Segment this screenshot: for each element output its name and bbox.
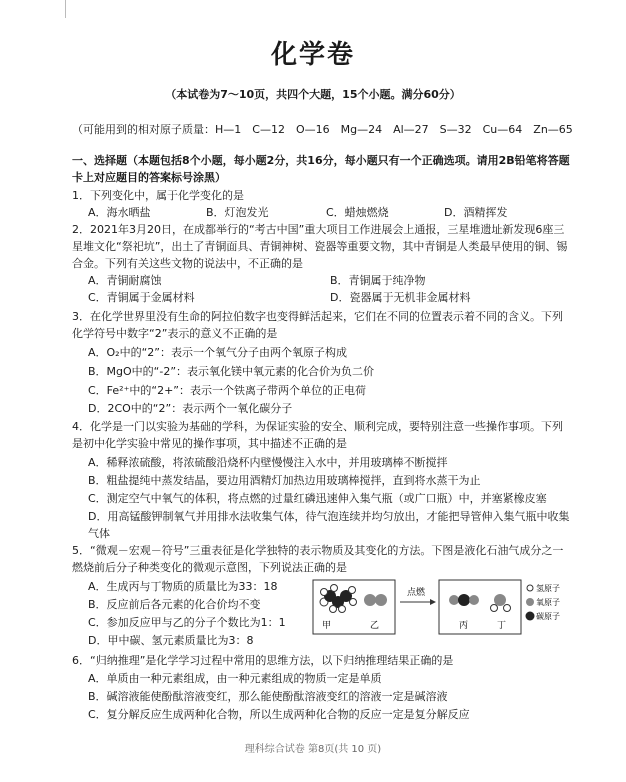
option: B．青铜属于纯净物 [330, 274, 426, 287]
label-jia: 甲 [322, 621, 332, 631]
question-1-stem: 1．下列变化中，属于化学变化的是 [72, 189, 244, 202]
legend-oxygen-icon [526, 598, 534, 606]
page-corner-mark [65, 0, 66, 18]
section-heading: 一、选择题（本题包括8个小题，每小题2分，共16分，每小题只有一个正确选项。请用2B铅笔将答题卡上对应题目的答案标号涂黑） [72, 154, 570, 184]
label-bing: 丙 [459, 621, 469, 631]
option: D．用高锰酸钾制氧气并用排水法收集气体，待气泡连续并均匀放出，才能把导管伸入集气瓶中收集气体 [88, 510, 570, 540]
option: A．稀释浓硫酸，将浓硫酸沿烧杯内壁慢慢注入水中，并用玻璃棒不断搅拌 [88, 456, 448, 469]
option: B．MgO中的“-2”：表示氧化镁中氧元素的化合价为负二价 [88, 365, 375, 378]
question-1-options [88, 204, 507, 220]
reaction-diagram [312, 578, 572, 638]
legend-oxygen: 氧原子 [536, 598, 560, 607]
option: B．粗盐提纯中蒸发结晶，要边用酒精灯加热边用玻璃棒搅拌，直到将水蒸干为止 [88, 474, 481, 487]
option: A．单质由一种元素组成，由一种元素组成的物质一定是单质 [88, 672, 382, 685]
atomic-masses: （可能用到的相对原子质量：H—1 C—12 O—16 Mg—24 Al—27 S—32 Cu—64 Zn—65 [72, 123, 573, 136]
legend-hydrogen: 氢原子 [536, 584, 560, 593]
exam-subtitle: （本试卷为7～10页，共四个大题，15个小题。满分60分） [165, 88, 461, 101]
label-ding: 丁 [497, 621, 507, 631]
page-title: 化学卷 [270, 40, 355, 70]
option: A．海水晒盐 [88, 206, 151, 219]
option: C．测定空气中氧气的体积，将点燃的过量红磷迅速伸入集气瓶（或广口瓶）中，并塞紧橡皮塞 [88, 492, 547, 505]
legend-carbon: 碳原子 [536, 612, 560, 621]
question-6-stem: 6．“归纳推理”是化学学习过程中常用的思维方法，以下归纳推理结果正确的是 [72, 654, 454, 667]
molecule-yi [364, 594, 387, 606]
option: B．灯泡发光 [206, 206, 269, 219]
molecule-bing [449, 594, 479, 606]
option: C．复分解反应生成两种化合物，所以生成两种化合物的反应一定是复分解反应 [88, 708, 470, 721]
label-yi: 乙 [370, 621, 380, 631]
option: C．蜡烛燃烧 [326, 206, 389, 219]
question-5-stem: 5．“微观－宏观－符号”三重表征是化学独特的表示物质及其变化的方法。下图是液化石油气成分之一燃烧前后分子种类变化的微观示意图，下列说法正确的是 [72, 544, 564, 574]
option: D．甲中碳、氢元素质量比为3：8 [88, 634, 254, 647]
option: A．生成丙与丁物质的质量比为33：18 [88, 580, 278, 593]
option: D．2CO中的“2”：表示两个一氧化碳分子 [88, 402, 293, 415]
option: B．反应前后各元素的化合价均不变 [88, 598, 261, 611]
option: D．瓷器属于无机非金属材料 [330, 291, 471, 304]
question-4-stem: 4．化学是一门以实验为基础的学科，为保证实验的安全、顺利完成，要特别注意一些操作事项。下列是初中化学实验中常见的操作事项，其中描述不正确的是 [72, 420, 563, 450]
option: A．青铜耐腐蚀 [88, 274, 162, 287]
option: C．参加反应甲与乙的分子个数比为1：1 [88, 616, 286, 629]
molecule-jia [320, 585, 357, 613]
option: A．O₂中的“2”：表示一个氧气分子由两个氧原子构成 [88, 346, 347, 359]
option: C．青铜属于金属材料 [88, 291, 195, 304]
question-3-stem: 3．在化学世界里没有生命的阿拉伯数字也变得鲜活起来，它们在不同的位置表示着不同的含义。下列化学符号中数字“2”表示的意义不正确的是 [72, 310, 563, 340]
arrow-label: 点燃 [407, 588, 426, 598]
option: D．酒精挥发 [444, 206, 508, 219]
option: C．Fe²⁺中的“2+”：表示一个铁离子带两个单位的正电荷 [88, 384, 367, 397]
question-2-stem: 2．2021年3月20日，在成都举行的“考古中国”重大项目工作进展会上通报，三星堆遗址新发现6座三星堆文化“祭祀坑”，出土了青铜面具、青铜神树、瓷器等重要文物，其中青铜是人类最早使用的铜、锡合金。下列有关这些文物的说法中，不正确的是 [72, 223, 568, 270]
molecule-ding [491, 594, 511, 612]
option: B．碱溶液能使酚酞溶液变红，那么能使酚酞溶液变红的溶液一定是碱溶液 [88, 690, 448, 703]
legend-hydrogen-icon [527, 585, 533, 591]
page-footer: 理科综合试卷 第8页(共 10 页) [244, 744, 382, 755]
legend-carbon-icon [526, 612, 535, 621]
